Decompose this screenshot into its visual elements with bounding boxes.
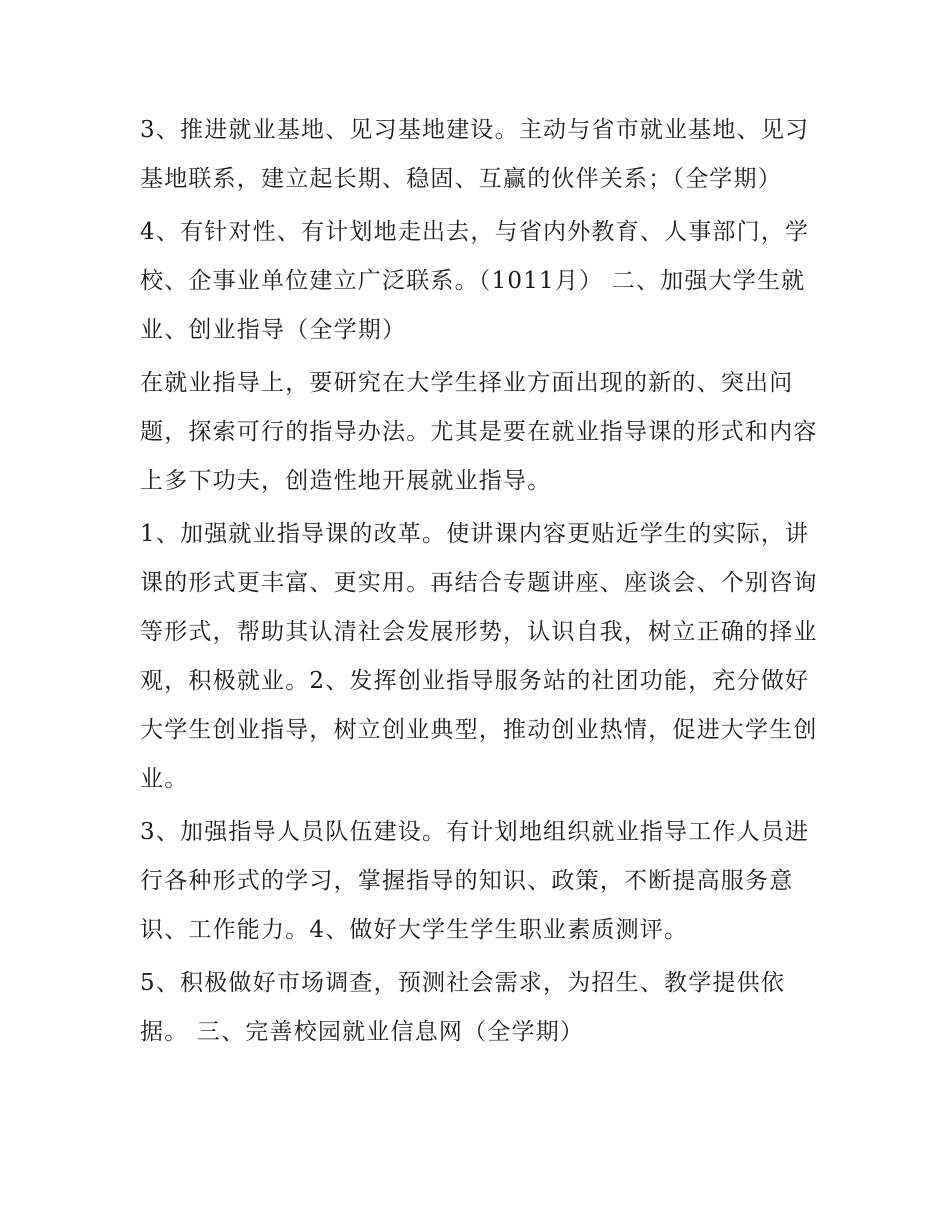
document-body — [140, 106, 820, 1061]
paragraph-base-practice: 3、推进就业基地、见习基地建设。主动与省市就业基地、见习基地联系，建立起长期、稳固、互赢的伙伴关系；（全学期） — [140, 117, 810, 192]
paragraph-outreach: 4、有针对性、有计划地走出去，与省内外教育、人事部门，学校、企事业单位建立广泛联系。（1011月） 二、加强大学生就业、创业指导（全学期） — [140, 219, 810, 343]
paragraph-course-reform: 1、加强就业指导课的改革。使讲课内容更贴近学生的实际，讲课的形式更丰富、更实用。再结合专题讲座、座谈会、个别咨询等形式，帮助其认清社会发展形势，认识自我，树立正确的择业观，积极就业。2、发挥创业指导服务站的社团功能，充分做好大学生创业指导，树立创业典型，推动创业热情，促进大学生创业。 — [140, 521, 818, 792]
paragraph-staff-training: 3、加强指导人员队伍建设。有计划地组织就业指导工作人员进行各种形式的学习，掌握指导的知识、政策，不断提高服务意识、工作能力。4、做好大学生学生职业素质测评。 — [140, 819, 810, 943]
paragraph-market-survey: 5、积极做好市场调查，预测社会需求，为招生、教学提供依据。 三、完善校园就业信息网（全学期） — [140, 970, 786, 1045]
paragraph-guidance-intro: 在就业指导上，要研究在大学生择业方面出现的新的、突出问题，探索可行的指导办法。尤其是要在就业指导课的形式和内容上多下功夫，创造性地开展就业指导。 — [140, 370, 818, 494]
